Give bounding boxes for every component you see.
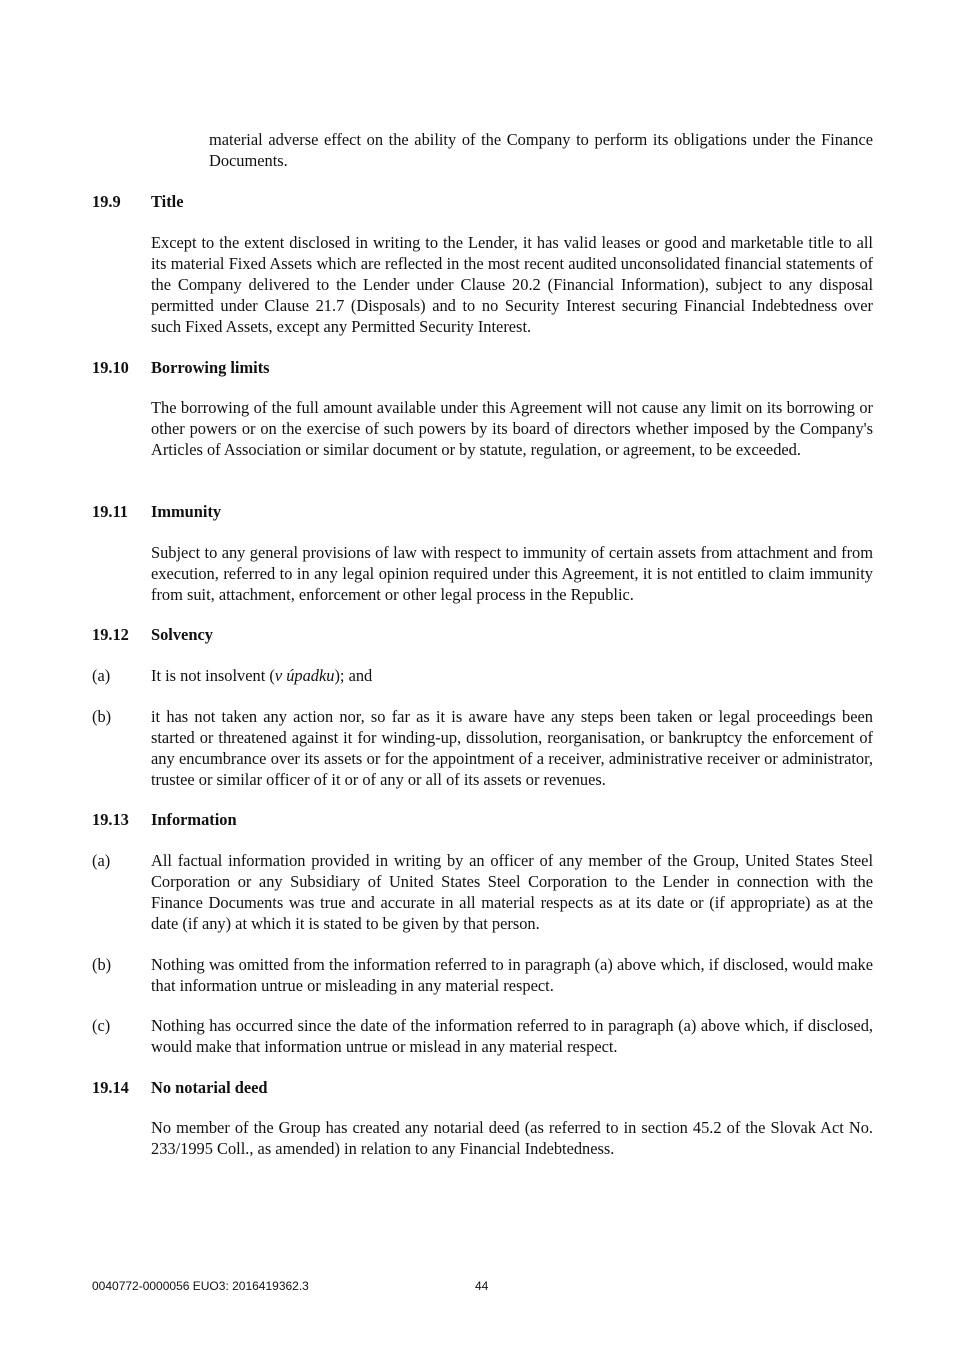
- section-19-12-item-b-text: it has not taken any action nor, so far as it is aware have any steps been taken or legal proceedings been started or threatened against it for winding-up, dissolution, reorganisation, or bankruptcy the enforcement of any encumbrance over its assets or for the appointment of a receiver, administrative receiver or administrator, trustee or similar officer of it or of any or all of its assets or revenues.: [151, 707, 873, 789]
- section-19-13-item-a-text: All factual information provided in writing by an officer of any member of the Group, United States Steel Corporation or any Subsidiary of United States Steel Corporation to the Lender in connection with the Finance Documents was true and accurate in all material respects as at its date or (if appropriate) as at the date (if any) at which it is stated to be given by that person.: [151, 851, 873, 933]
- section-19-13-item-b-label: (b): [92, 955, 112, 974]
- section-19-10-number: 19.10: [92, 358, 129, 377]
- section-19-13-item-b-text: Nothing was omitted from the information referred to in paragraph (a) above which, if disclosed, would make that information untrue or misleading in any material respect.: [151, 955, 873, 995]
- section-19-13-title: Information: [151, 810, 237, 829]
- section-19-10-title: Borrowing limits: [151, 358, 270, 377]
- section-19-14-body: No member of the Group has created any notarial deed (as referred to in section 45.2 of the Slovak Act No. 233/1995 Coll., as amended) in relation to any Financial Indebtedness.: [151, 1118, 873, 1158]
- section-19-11-body: Subject to any general provisions of law with respect to immunity of certain assets from attachment and from execution, referred to in any legal opinion required under this Agreement, it is not entitled to claim immunity from suit, attachment, enforcement or other legal process in the Republic.: [151, 543, 873, 604]
- item-a-text-after: ); and: [334, 666, 373, 685]
- section-19-13-item-c-label: (c): [92, 1016, 111, 1035]
- section-19-13-number: 19.13: [92, 810, 129, 829]
- section-19-9-body: Except to the extent disclosed in writing to the Lender, it has valid leases or good and marketable title to all its material Fixed Assets which are reflected in the most recent audited unconsolidated financial statements of the Company delivered to the Lender under Clause 20.2 (Financial Information), subject to any disposal permitted under Clause 21.7 (Disposals) and to no Security Interest securing Financial Indebtedness over such Fixed Assets, except any Permitted Security Interest.: [151, 233, 873, 336]
- continuation-paragraph: material adverse effect on the ability of the Company to perform its obligations under the Finance Documents.: [209, 130, 873, 170]
- section-19-12-title: Solvency: [151, 625, 213, 644]
- section-19-11-number: 19.11: [92, 502, 128, 521]
- section-19-12-item-a-label: (a): [92, 666, 111, 685]
- item-a-italic-term: v úpadku: [274, 666, 335, 685]
- section-19-12-item-a-text: [151, 665, 873, 686]
- section-19-9-number: 19.9: [92, 192, 121, 211]
- section-19-14-number: 19.14: [92, 1078, 129, 1097]
- section-19-14-title: No notarial deed: [151, 1078, 268, 1097]
- footer-page-number: 44: [475, 1279, 489, 1293]
- section-19-9-title: Title: [151, 192, 184, 211]
- footer-document-reference: 0040772-0000056 EUO3: 2016419362.3: [92, 1279, 309, 1293]
- section-19-13-item-c-text: Nothing has occurred since the date of the information referred to in paragraph (a) above which, if disclosed, would make that information untrue or mislead in any material respect.: [151, 1016, 873, 1056]
- item-a-text-before: It is not insolvent (: [151, 666, 275, 685]
- section-19-12-item-b-label: (b): [92, 707, 112, 726]
- section-19-13-item-a-label: (a): [92, 851, 111, 870]
- section-19-12-number: 19.12: [92, 625, 129, 644]
- section-19-10-body: The borrowing of the full amount available under this Agreement will not cause any limit on its borrowing or other powers or on the exercise of such powers by its board of directors whether imposed by the Company's Articles of Association or similar document or by statute, regulation, or agreement, to be exceeded.: [151, 398, 873, 459]
- section-19-11-title: Immunity: [151, 502, 222, 521]
